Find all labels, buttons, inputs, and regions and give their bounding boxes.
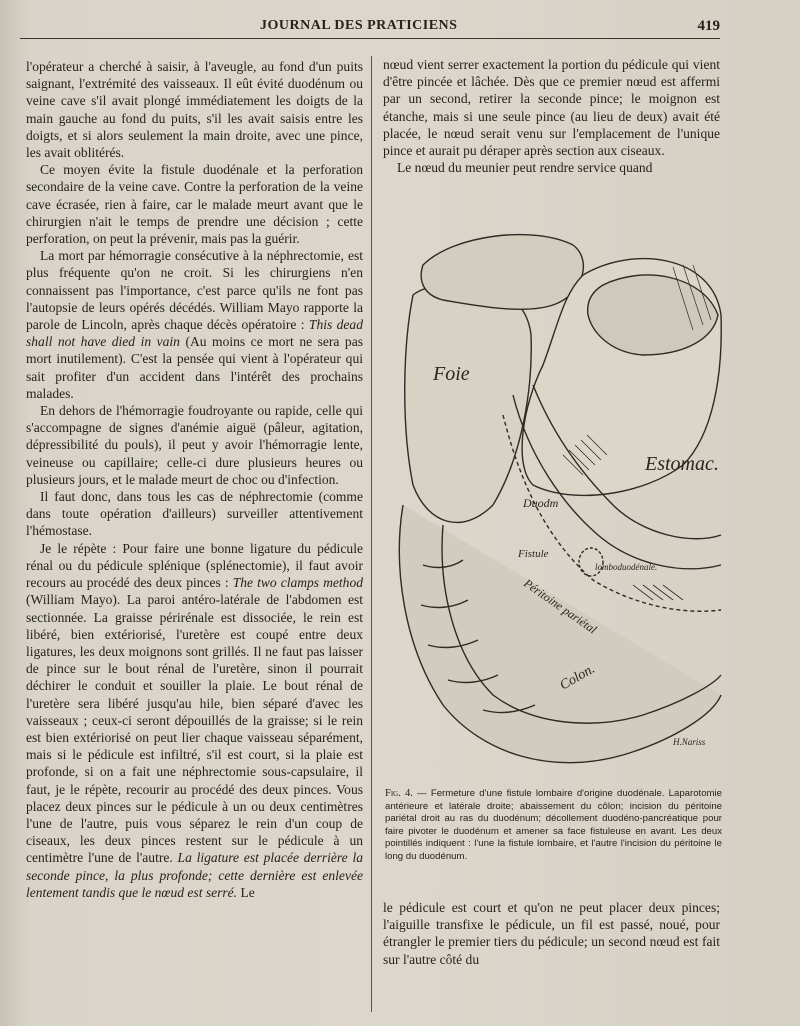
figure-illustration <box>383 205 723 785</box>
paragraph <box>26 247 363 402</box>
paragraph: En dehors de l'hémorragie foudroyante ou rapide, celle qui s'accompagne de signes d'anémie aiguë (pâleur, agitation, dépressibilité du pouls), il peut y avoir l'hémorragie lente, veineuse ou capillaire; celle-ci dure plusieurs heures ou plusieurs jours, et le malade meurt de choc ou d'infection. <box>26 403 363 487</box>
text-run: La mort par hémorragie consécutive à la néphrectomie, est plus fréquente qu'on ne croit. Si les chirurgiens n'en connaissent pas l'importance, c'est parce qu'ils ne font pas l'autopsie de leurs opérés décédés. William Mayo rapporte la parole de Lincoln, après chaque décès opératoire : <box>26 248 363 333</box>
label-peritoine: Péritoine pariétal <box>521 575 600 637</box>
label-duodenum: Duodm <box>523 496 559 510</box>
label-fistule: Fistule <box>518 548 549 560</box>
label-estomac: Estomac. <box>645 453 719 475</box>
paragraph: l'opérateur a cherché à saisir, à l'aveugle, au fond d'un puits saignant, l'extrémité des vaisseaux. Il eût évité duodénum ou veine cave s'il avait plongé immédiatement les doigts de la main gauche au fond du puits, s'il les avait saisis entre les doigts, et si alors seulement la main droite, avec une pince, les avait oblitérés. <box>26 59 363 161</box>
text-run: (Au moins ce mort ne sera pas mort inutilement). C'est la pensée qui vient à l'opérateur qui sait profiter d'un accident dans l'intérêt des prochains malades. <box>26 334 363 401</box>
paragraph: nœud vient serrer exactement la portion du pédicule qui vient d'être pincée et lâchée. Dès que ce premier nœud est affermi par un second, retirer la seconde pince; le moignon est étanche, mais si une seule pince (au lieu de deux) avait été placée, le nœud serait venu sur l'emplacement de l'unique pince et aurait pu déraper après section aux ciseaux. <box>383 57 720 159</box>
paragraph: Ce moyen évite la fistule duodénale et la perforation secondaire de la veine cave. Contre la perforation de la veine cave écrasée, rien à faire, car le malade meurt avant que le chirurgien n'ait le temps de prendre une décision ; cette perforation, on peut la prévenir, mais pas la guérir. <box>26 162 363 247</box>
caption-text: — Fermeture d'une fistule lombaire d'origine duodénale. Laparotomie antérieure et latérale droite; abaissement du côlon; incision du péritoine pariétal droit au ras du duodénum; décollement duodéno-pancréatique pour faire pivoter le duodénum et amener sa face fistuleuse en avant. Les deux pointillés indiquent : l'une la fistule lombaire, et l'autre l'incision du péritoine le long du duodénum. <box>385 788 722 862</box>
right-column-top <box>383 56 720 176</box>
label-lombo-duodenale: lomboduodénale. <box>595 562 658 572</box>
anatomical-figure <box>383 205 723 785</box>
italic-quote: This dead shall not have died in vain <box>26 317 363 350</box>
paragraph: Il faut donc, dans tous les cas de néphrectomie (comme dans toute opération d'ailleurs) surveiller attentivement l'hémostase. <box>26 489 363 539</box>
italic-emphasis: La ligature est placée derrière la seconde pince, la plus profonde; cette dernière est enlevée lentement tandis que le nœud est serré. <box>26 850 363 900</box>
column-divider <box>371 56 372 1012</box>
figure-caption <box>385 788 722 864</box>
left-column <box>26 58 363 901</box>
paragraph: le pédicule est court et qu'on ne peut placer deux pinces; l'aiguille transfixe le pédicule, un fil est passé, noué, pour étrangler le premier tiers du pédicule; un second nœud est fait sur l'autre côté du <box>383 900 720 967</box>
page-number: 419 <box>697 18 720 34</box>
label-foie: Foie <box>433 363 470 385</box>
paragraph: Le nœud du meunier peut rendre service quand <box>397 160 653 176</box>
text-run: Le <box>237 884 255 900</box>
text-run: (William Mayo). La paroi antéro-latérale de l'abdomen est sectionnée. La graisse périrénale est dissociée, le rein est libéré, bien extériorisé, l'uretère est coupé entre deux ligatures, les deux moignons sont grillés. Il ne faut pas laisser de pince sur le bout rénal de l'uretère, sinon il pourrait déchirer le conduit et souiller la plaie. Le bout rénal de l'uretère sera libéré jusqu'au hile, bien séparé d'avec les vaisseaux ; ceux-ci seront dépouillés de la graisse; si le rein est bien extériorisé on peut lier chaque vaisseau séparément, mais si le pédicule est infiltré, s'il est court, si la plaie est profonde, si on a fait une néphrectomie sous-capsulaire, il faut, je le répète, recourir au procédé des deux pinces. Vous placez deux pinces sur le pédicule à un ou deux centimètres l'une de l'autre, puis vous séparez le rein d'un coup de ciseaux, les deux pinces restent sur le pédicule à un centimètre l'une de l'autre. <box>26 592 363 866</box>
artist-signature: H.Nariss <box>673 737 706 747</box>
figure-label: Fig. 4. <box>385 788 413 799</box>
right-column-bottom <box>383 899 720 968</box>
label-colon: Colon. <box>557 661 598 694</box>
journal-title: JOURNAL DES PRATICIENS <box>260 18 458 33</box>
italic-term: The two clamps method <box>232 575 364 591</box>
running-header <box>20 18 720 39</box>
paragraph <box>26 540 363 901</box>
text-run: Je le répète : Pour faire une bonne ligature du pédicule rénal ou du pédicule splénique (splénectomie), il faut avoir recours au procédé des deux pinces : <box>26 540 363 591</box>
